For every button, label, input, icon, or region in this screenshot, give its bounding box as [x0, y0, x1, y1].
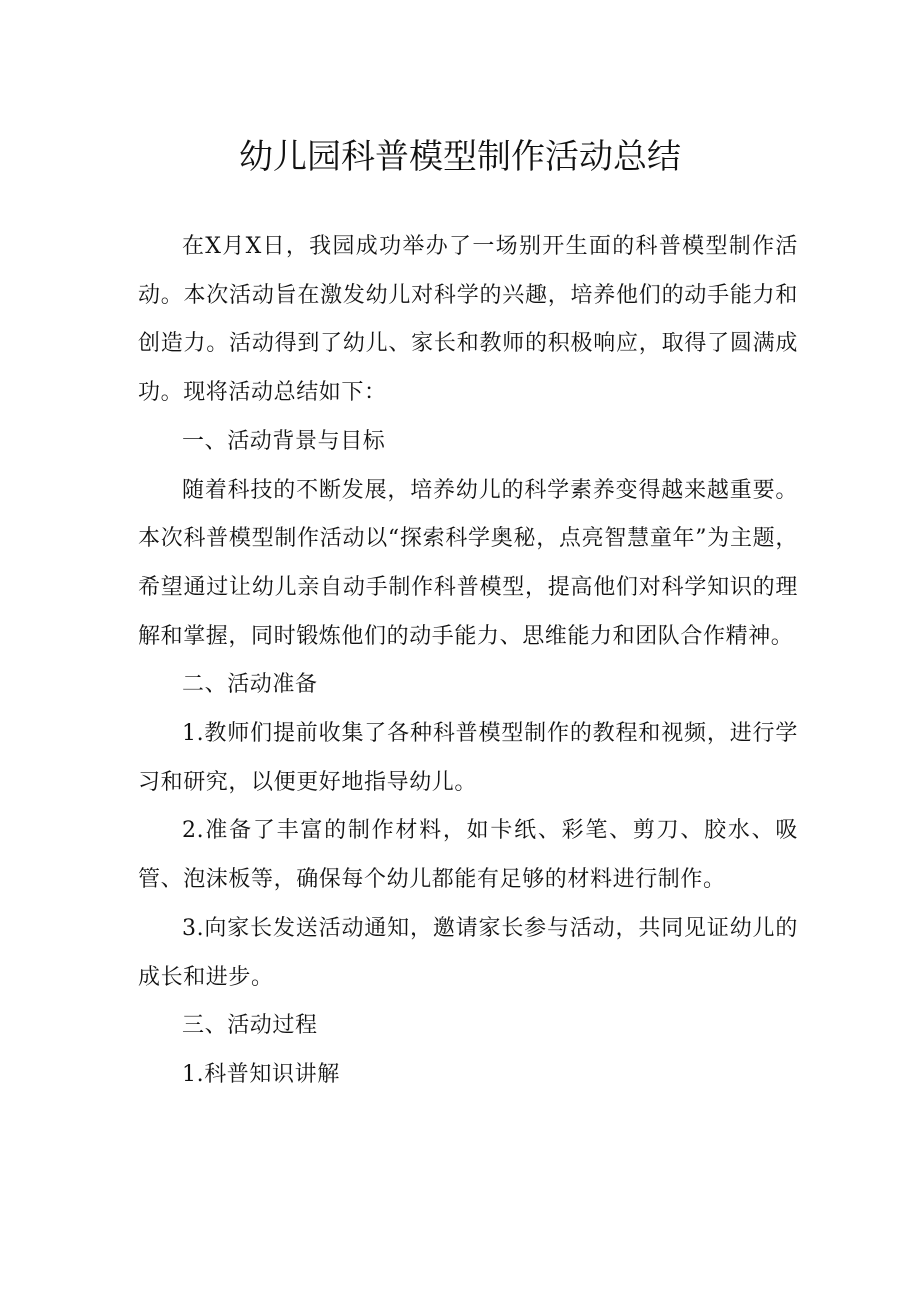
background-paragraph: 随着科技的不断发展，培养幼儿的科学素养变得越来越重要。本次科普模型制作活动以“探索科学奥秘，点亮智慧童年”为主题，希望通过让幼儿亲自动手制作科普模型，提高他们对科学知识的理解和掌握，同时锻炼他们的动手能力、思维能力和团队合作精神。	[138, 477, 798, 649]
process-item-1: 1.科普知识讲解	[182, 1061, 340, 1087]
preparation-item-1: 1.教师们提前收集了各种科普模型制作的教程和视频，进行学习和研究，以便更好地指导幼儿。	[138, 721, 798, 795]
section-heading-process: 三、活动过程	[182, 1013, 318, 1039]
document-title: 幼儿园科普模型制作活动总结	[239, 137, 681, 177]
section-heading-preparation: 二、活动准备	[182, 672, 318, 698]
document-body	[138, 223, 798, 1100]
preparation-item-3: 3.向家长发送活动通知，邀请家长参与活动，共同见证幼儿的成长和进步。	[138, 915, 798, 990]
section-heading-background: 一、活动背景与目标	[182, 428, 386, 454]
intro-paragraph: 在X月X日，我园成功举办了一场别开生面的科普模型制作活动。本次活动旨在激发幼儿对科学的兴趣，培养他们的动手能力和创造力。活动得到了幼儿、家长和教师的积极响应，取得了圆满成功。现将活动总结如下：	[138, 234, 798, 406]
preparation-item-2: 2.准备了丰富的制作材料，如卡纸、彩笔、剪刀、胶水、吸管、泡沫板等，确保每个幼儿都能有足够的材料进行制作。	[138, 818, 798, 893]
